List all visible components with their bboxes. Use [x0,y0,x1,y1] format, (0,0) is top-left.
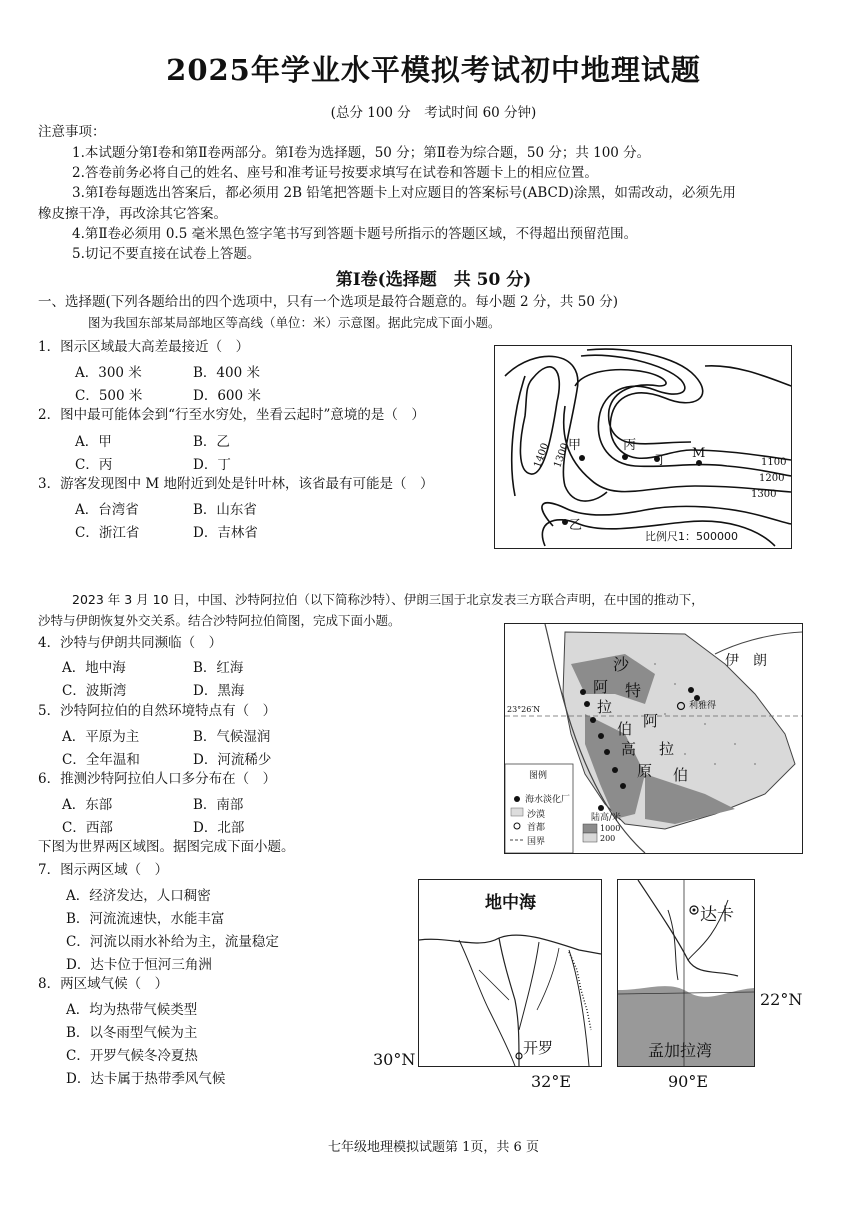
legend-desert: 沙漠 [527,810,546,820]
notice-item: 1.本试题分第Ⅰ卷和第Ⅱ卷两部分。第Ⅰ卷为选择题，50 分；第Ⅱ卷为综合题，50 分；共 100 分。 [72,145,651,161]
label-bo2: 伯 [673,766,689,784]
option-a[interactable]: A．平原为主 [62,729,140,745]
legend-h2: 200 [600,834,616,843]
question-stem: 1．图示区域最大高差最接近（ ） [38,339,250,355]
option-d[interactable]: D．黑海 [193,683,245,699]
option-d[interactable]: D．河流稀少 [193,752,272,768]
option-b[interactable]: B．气候湿润 [193,729,271,745]
question-stem: 6．推测沙特阿拉伯人口多分布在（ ） [38,771,277,787]
map-scale: 比例尺1：500000 [645,530,738,543]
legend-title: 图例 [529,771,548,781]
label-a1: 阿 [593,678,609,696]
option-d[interactable]: D．丁 [193,457,231,473]
section-instruction: 一、选择题(下列各题给出的四个选项中，只有一个选项是最符合题意的。每小题 2 分，共 50 分) [38,294,618,310]
legend-plant: 海水淡化厂 [525,795,571,805]
legend-border: 国界 [527,837,546,847]
page-title: 2025年学业水平模拟考试初中地理试题 [166,53,701,87]
question-stem: 5．沙特阿拉伯的自然环境特点有（ ） [38,703,277,719]
page-footer: 七年级地理模拟试题第 1页，共 6 页 [328,1140,539,1155]
label-capital: 利雅得 [689,701,717,711]
label-ding: 丁 [655,453,669,468]
option-c[interactable]: C．河流以雨水补给为主，流量稳定 [66,934,279,950]
option-a[interactable]: A．地中海 [62,660,126,676]
label-m: M [692,446,706,461]
group-intro: 沙特与伊朗恢复外交关系。结合沙特阿拉伯简图，完成下面小题。 [38,613,401,628]
label-la2: 拉 [659,740,675,758]
label-yi: 乙 [569,518,583,533]
option-c[interactable]: C．开罗气候冬冷夏热 [66,1048,198,1064]
label-sha: 沙 [613,655,630,674]
option-b[interactable]: B．乙 [193,434,230,450]
contour-label: 1400 [532,441,552,470]
question-stem: 2．图中最可能体会到“行至水穷处，坐看云起时”意境的是（ ） [38,407,425,423]
option-a[interactable]: A．东部 [62,797,113,813]
label-cairo: 开罗 [523,1039,554,1057]
option-b[interactable]: B．山东省 [193,502,257,518]
region-map-nile [418,879,602,1067]
section-title: 第Ⅰ卷(选择题 共 50 分) [335,270,532,290]
contour-label: 1300 [751,489,777,500]
notice-item: 2.答卷前务必将自己的姓名、座号和准考证号按要求填写在试卷和答题卡上的相应位置。 [72,165,598,181]
label-gao: 高 [621,740,637,758]
notice-item: 5.切记不要直接在试卷上答题。 [72,246,261,262]
point-bing [622,454,628,460]
question-stem: 4．沙特与伊朗共同濒临（ ） [38,635,223,651]
label-iran: 伊 朗 [725,653,767,669]
notice-item: 橡皮擦干净，再改涂其它答案。 [38,206,227,222]
option-d[interactable]: D．北部 [193,820,245,836]
option-a[interactable]: A．300 米 [75,365,142,381]
label-jia: 甲 [568,438,582,453]
label-a2: 阿 [643,712,659,730]
label-te: 特 [625,681,642,700]
point-jia [579,455,585,461]
question-stem: 8．两区域气候（ ） [38,976,169,992]
lat-label-right: 22°N [760,990,803,1009]
option-d[interactable]: D．达卡属于热带季风气候 [66,1071,226,1087]
group-intro: 图为我国东部某局部地区等高线（单位：米）示意图。据此完成下面小题。 [88,315,501,330]
option-c[interactable]: C．浙江省 [75,525,140,541]
option-a[interactable]: A．经济发达，人口稠密 [66,888,211,904]
label-yuan: 原 [637,762,653,780]
option-c[interactable]: C．500 米 [75,388,143,404]
option-c[interactable]: C．丙 [75,457,113,473]
option-b[interactable]: B．南部 [193,797,244,813]
option-b[interactable]: B．以冬雨型气候为主 [66,1025,198,1041]
label-tropic: 23°26′N [507,705,541,714]
option-a[interactable]: A．台湾省 [75,502,139,518]
option-c[interactable]: C．西部 [62,820,113,836]
saudi-map [504,623,803,854]
lat-label-left: 30°N [373,1050,416,1069]
label-dhaka: 达卡 [700,905,734,925]
option-a[interactable]: A．均为热带气候类型 [66,1002,198,1018]
option-d[interactable]: D．600 米 [193,388,261,404]
question-stem: 3．游客发现图中 M 地附近到处是针叶林，该省最有可能是（ ） [38,476,434,492]
option-a[interactable]: A．甲 [75,434,112,450]
option-c[interactable]: C．全年温和 [62,752,140,768]
group-intro: 2023 年 3 月 10 日，中国、沙特阿拉伯（以下简称沙特）、伊朗三国于北京发表三方联合声明，在中国的推动下， [72,592,704,607]
option-b[interactable]: B．400 米 [193,365,260,381]
group-intro: 下图为世界两区域图。据图完成下面小题。 [38,839,295,855]
lon-label-right: 90°E [668,1072,709,1091]
notice-item: 3.第Ⅰ卷每题选出答案后，都必须用 2B 铅笔把答题卡上对应题目的答案标号(ABCD)涂黑，如需改动，必须先用 [72,185,736,201]
label-bo1: 伯 [617,720,633,738]
option-d[interactable]: D．达卡位于恒河三角洲 [66,957,212,973]
contour-label: 1300 [552,441,572,470]
lon-label-left: 32°E [531,1072,572,1091]
option-b[interactable]: B．红海 [193,660,244,676]
legend-height: 陆高/米 [591,813,622,823]
label-mediterranean: 地中海 [485,893,536,913]
notice-item: 4.第Ⅱ卷必须用 0.5 毫米黑色签字笔书写到答题卡题号所指示的答题区域，不得超出预留范围。 [72,226,638,242]
region-map-ganges [617,879,755,1067]
label-la1: 拉 [597,698,613,716]
exam-subtitle: (总分 100 分 考试时间 60 分钟) [330,105,537,121]
legend-capital: 首都 [527,823,546,833]
contour-map [494,345,792,549]
point-yi [562,519,568,525]
contour-label: 1100 [761,457,787,468]
notice-heading: 注意事项： [38,124,106,140]
label-bay-of-bengal: 孟加拉湾 [648,1041,713,1060]
legend-h1: 1000 [600,824,621,833]
contour-label: 1200 [759,473,785,484]
question-stem: 7．图示两区域（ ） [38,862,169,878]
option-c[interactable]: C．波斯湾 [62,683,127,699]
option-d[interactable]: D．吉林省 [193,525,258,541]
label-bing: 丙 [623,438,637,453]
option-b[interactable]: B．河流流速快，水能丰富 [66,911,225,927]
